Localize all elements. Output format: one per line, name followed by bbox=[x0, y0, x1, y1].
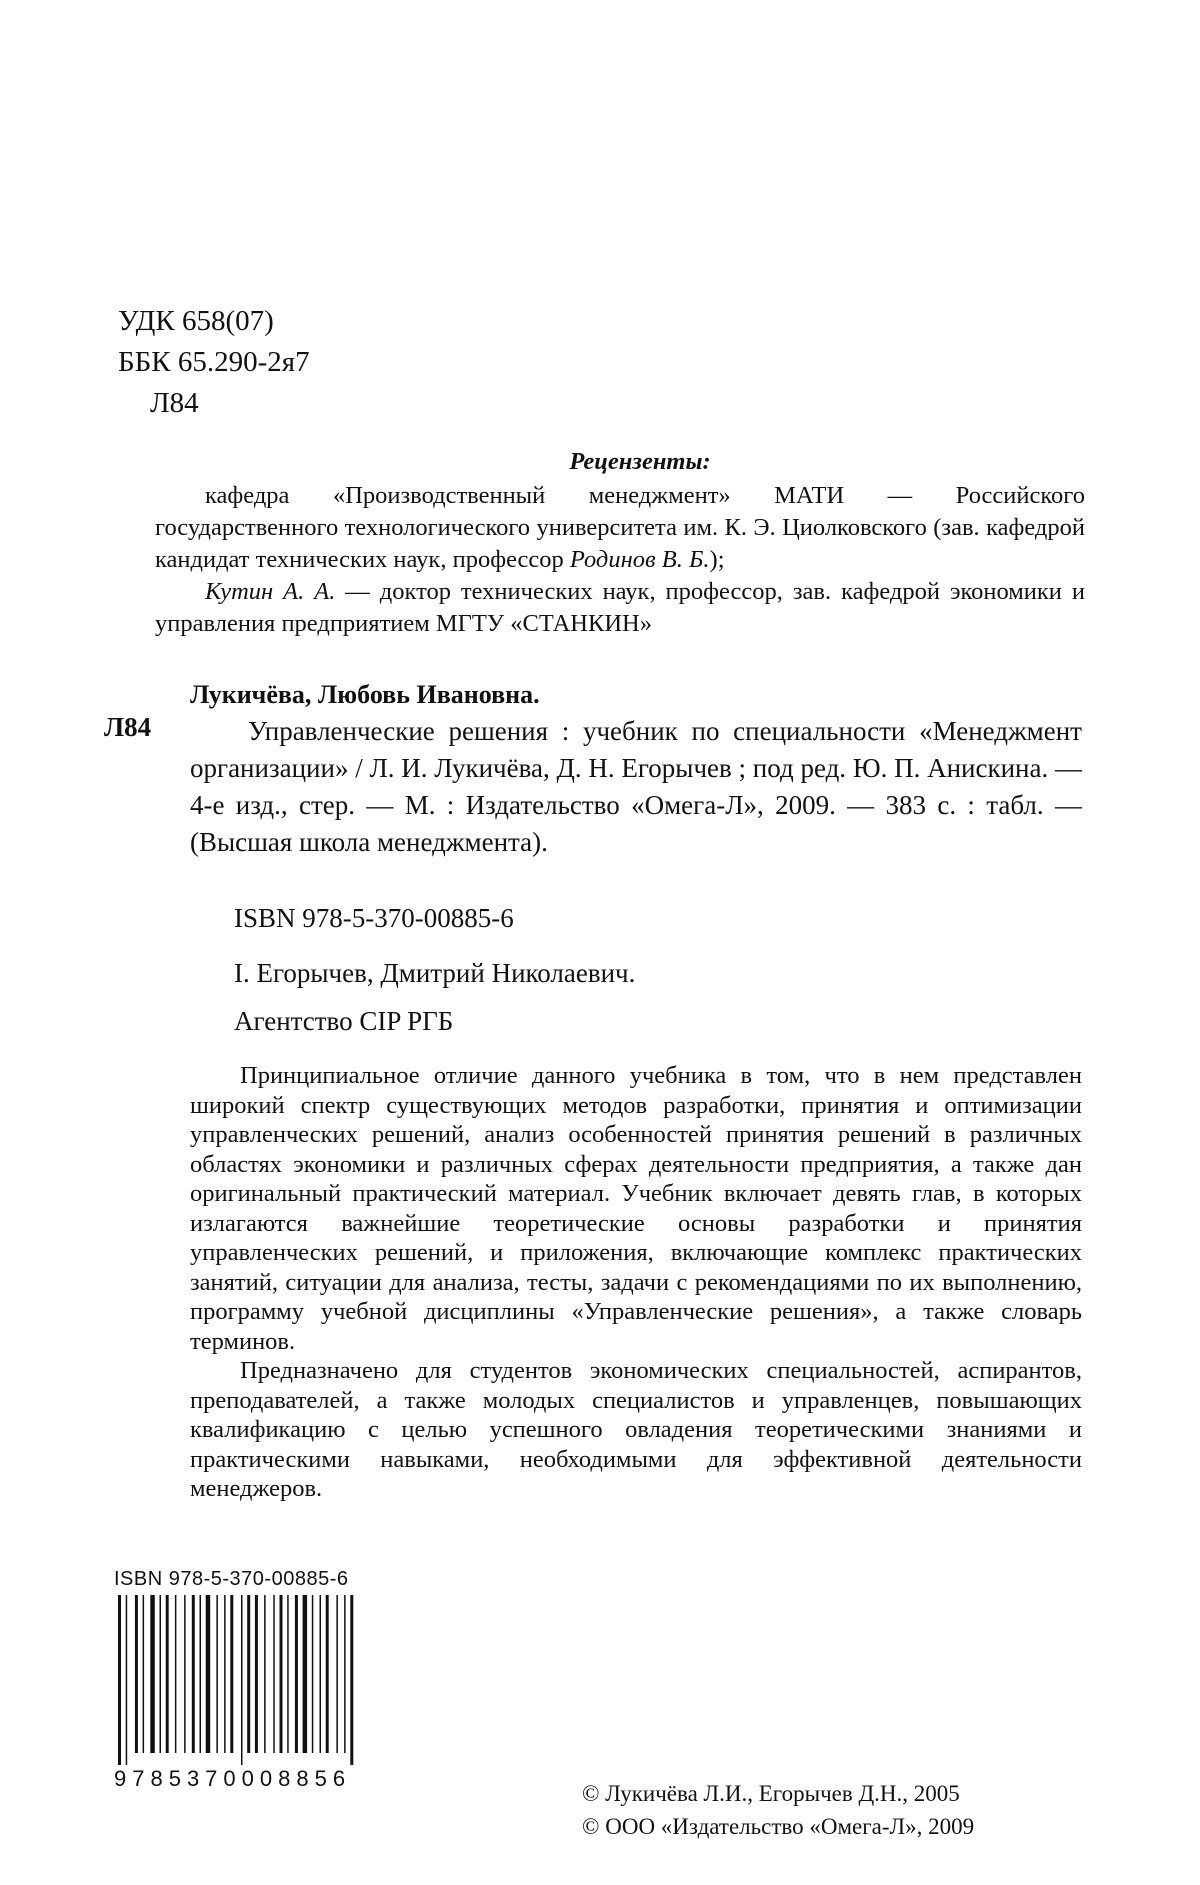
bbk-code: ББК 65.290-2я7 bbox=[118, 346, 310, 378]
annotation bbox=[190, 1061, 1082, 1504]
catalog-author-heading: Лукичёва, Любовь Ивановна. bbox=[190, 680, 540, 709]
catalog-agency: Агентство CIP РГБ bbox=[234, 1006, 454, 1036]
catalog-entry-text: Управленческие решения : учебник по специальности «Менеджмент организации» / Л. И. Лукичёва, Д. Н. Егорычев ; под ред. Ю. П. Анискина. — 4-е изд., стер. — М. : Издательство «Омега-Л», 2009. — 383 с. : табл. — (Высшая школа менеджмента). bbox=[190, 716, 1082, 857]
catalog-mark: Л84 bbox=[104, 712, 152, 742]
reviewer-1 bbox=[155, 480, 1085, 576]
reviewers-heading: Рецензенты: bbox=[569, 448, 711, 475]
annotation-paragraph-1: Принципиальное отличие данного учебника в том, что в нем представлен широкий спектр существующих методов разработки, принятия и оптимизации управленческих решений, анализ особенностей принятия решений в различных областях экономики и различных сферах деятельности предприятия, а также дан оригинальный практический материал. Учебник включает девять глав, в которых излагаются важнейшие теоретические основы разработки и принятия управленческих решений, и приложения, включающие комплекс практических занятий, ситуации для анализа, тесты, задачи с рекомендациями по их выполнению, программу учебной дисциплины «Управленческие решения», а также словарь терминов. bbox=[190, 1062, 1082, 1355]
catalog-coauthor: I. Егорычев, Дмитрий Николаевич. bbox=[234, 958, 636, 988]
udk-code: УДК 658(07) bbox=[118, 305, 274, 337]
catalog-isbn: ISBN 978-5-370-00885-6 bbox=[234, 903, 514, 933]
reviewer-1-name: Родинов В. Б. bbox=[569, 546, 710, 573]
copyright-line-2: © ООО «Издательство «Омега-Л», 2009 bbox=[582, 1814, 975, 1839]
copyright-line-1: © Лукичёва Л.И., Егорычев Д.Н., 2005 bbox=[582, 1781, 960, 1806]
barcode-block bbox=[114, 1568, 386, 1792]
reviewer-2-name: Кутин А. А. bbox=[205, 578, 336, 605]
reviewer-1-text: кафедра «Производственный менеджмент» МАТИ — Российского государственного технологического университета им. К. Э. Циолковского (зав. кафедрой кандидат технических наук, профессор bbox=[155, 482, 1085, 573]
author-mark: Л84 bbox=[150, 387, 199, 419]
reviewer-2 bbox=[155, 576, 1085, 640]
catalog-entry bbox=[190, 713, 1082, 861]
barcode-digits: 9785370008856 bbox=[114, 1766, 352, 1791]
barcode-icon bbox=[114, 1595, 386, 1765]
barcode-isbn-label: ISBN 978-5-370-00885-6 bbox=[114, 1568, 349, 1590]
reviewer-1-end: ); bbox=[709, 546, 725, 573]
annotation-paragraph-2: Предназначено для студентов экономических специальностей, аспирантов, преподавателей, а также молодых специалистов и управленцев, повышающих квалификацию с целью успешного овладения теоретическими знаниями и практическими навыками, необходимыми для эффективной деятельности менеджеров. bbox=[190, 1357, 1082, 1502]
reviewers-block bbox=[155, 446, 1085, 640]
reviewer-2-text: — доктор технических наук, профессор, зав. кафедрой экономики и управления предприятием МГТУ «СТАНКИН» bbox=[155, 578, 1086, 637]
